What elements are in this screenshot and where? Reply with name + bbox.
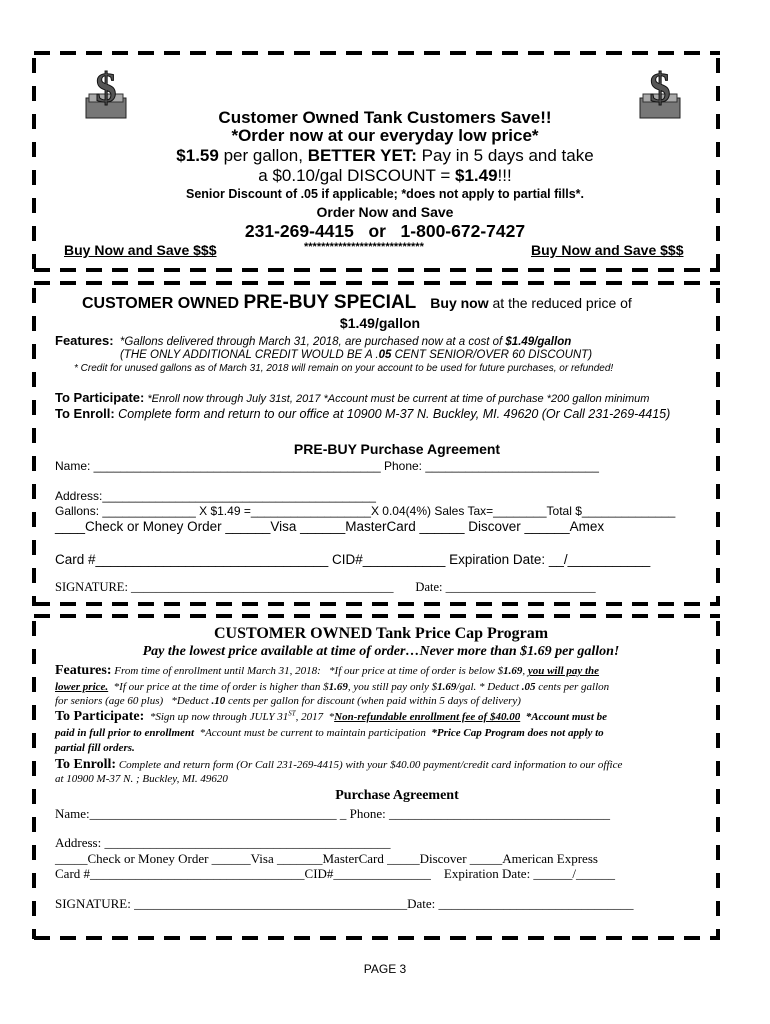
box3-payment-line: _____Check or Money Order ______Visa _______MasterCard _____Discover _____American Express [55, 851, 598, 866]
box1-stars: **************************** [304, 241, 424, 253]
box2-agreement-title: PRE-BUY Purchase Agreement [293, 441, 501, 457]
enroll-text: Complete and return form (Or Call 231-269-4415) with your $40.00 payment/credit card information to our office [116, 759, 623, 771]
heading-d: at the reduced price of [488, 295, 632, 311]
box2-credit-note: * Credit for unused gallons as of March 31, 2018 will remain on your account to be used for future purchases, or refunded! [74, 363, 614, 374]
box2-bottom-border [34, 602, 720, 606]
box3-enroll [55, 757, 622, 773]
box3-bottom-border [34, 936, 720, 940]
features-text: From time of enrollment until March 31, 2018: *If our price at time of order is below $ [111, 665, 504, 677]
box2-signature-line: SIGNATURE: __________________________________________ Date: ________________________ [55, 580, 596, 594]
box2-heading [82, 292, 632, 314]
box1-senior: Senior Discount of .05 if applicable; *does not apply to partial fills*. [186, 187, 584, 201]
box1-title: Customer Owned Tank Customers Save!! [218, 108, 552, 127]
features-label: Features: [55, 333, 114, 348]
non-refundable-fee: Non-refundable enrollment fee of $40.00 [334, 711, 521, 723]
only-credit-c: CENT SENIOR/OVER 60 DISCOUNT) [391, 349, 593, 361]
box2-address-line: Address:_________________________________________ [55, 489, 376, 503]
box3-features-line2 [55, 681, 609, 693]
box3-address-line: Address: ____________________________________________ [55, 835, 391, 850]
features-text-2d: , you still pay only $ [347, 681, 438, 693]
svg-text:$: $ [95, 66, 117, 112]
box3-participate-line2 [55, 727, 604, 739]
box1-top-border [34, 51, 720, 55]
svg-text:$: $ [649, 66, 671, 112]
features-price-2c: 1.69 [328, 681, 348, 693]
box3-signature-line: SIGNATURE: __________________________________________Date: ______________________________ [55, 896, 634, 911]
box2-participate [55, 390, 649, 405]
participate-d: *Account must be [520, 711, 608, 723]
lower-price: lower price. [55, 681, 109, 693]
price-value: $1.59 [176, 146, 219, 165]
box3-features-line3 [55, 695, 521, 707]
box2-gallons-line: Gallons: ______________ X $1.49 =__________________X 0.04(4%) Sales Tax=________Total $______________ [55, 504, 676, 518]
participate-text: *Enroll now through July 31st, 2017 *Account must be current at time of purchase *200 gallon minimum [144, 393, 650, 405]
box3-top-border [34, 614, 720, 618]
discount-end: !!! [497, 166, 512, 185]
box2-name-line: Name: ___________________________________________ Phone: __________________________ [55, 459, 599, 473]
box3-left-border [32, 621, 36, 939]
box3-features-line1 [55, 663, 599, 679]
heading-a: CUSTOMER OWNED [82, 295, 244, 312]
box1-order-now: *Order now at our everyday low price* [231, 126, 539, 145]
features-text-2b: *If our price at the time of order is higher than $ [108, 681, 329, 693]
price-text: per gallon, [218, 146, 308, 165]
participate-label: To Participate: [55, 390, 145, 405]
box2-features [55, 333, 571, 348]
features-comma: , [522, 665, 528, 677]
features-text-3c: cents per gallon for discount (when paid within 5 days of delivery) [225, 695, 521, 707]
participate-line2a: paid in full prior to enrollment [55, 727, 195, 739]
page-number: PAGE 3 [363, 962, 407, 976]
enroll-label: To Enroll: [55, 757, 117, 772]
features-text-3a: for seniors (age 60 plus) *Deduct [55, 695, 212, 707]
box2-only-credit [120, 349, 592, 361]
features-price-2e: 1.69 [437, 681, 457, 693]
box2-top-border [34, 281, 720, 285]
heading-b: PRE-BUY SPECIAL [243, 292, 417, 313]
features-label: Features: [55, 663, 112, 678]
box1-discount-line [0, 166, 770, 186]
better-yet: BETTER YET: [307, 146, 417, 165]
features-price: 1.69 [503, 665, 523, 677]
discount-text: a $0.10/gal DISCOUNT = [258, 166, 455, 185]
buy-now-right: Buy Now and Save $$$ [531, 242, 684, 258]
enroll-text: Complete form and return to our office at 10900 M-37 N. Buckley, MI. 49620 (Or Call 231-269-4415) [114, 407, 671, 421]
box3-tagline: Pay the lowest price available at time of order…Never more than $1.69 per gallon! [142, 644, 620, 659]
participate-sup: ST [288, 709, 296, 718]
participate-line2c: *Price Cap Program does not apply to [431, 727, 604, 739]
features-deduct-10: .10 [211, 695, 226, 707]
only-credit-b: 05 [378, 349, 392, 361]
box3-agreement-title: Purchase Agreement [335, 788, 459, 803]
box3-participate-line3: partial fill orders. [55, 742, 135, 754]
price-text-end: Pay in 5 days and take [416, 146, 594, 165]
box2-card-line: Card #_______________________________ CID#___________ Expiration Date: __/___________ [55, 552, 651, 567]
heading-c: Buy now [430, 295, 489, 311]
box2-price: $1.49/gallon [339, 315, 421, 331]
box1-order-save: Order Now and Save [316, 204, 454, 220]
box3-card-line: Card #_________________________________CID#_______________ Expiration Date: ______/______ [55, 866, 616, 881]
box1-bottom-border [34, 268, 720, 272]
features-price: $1.49/gallon [505, 336, 572, 348]
box3-name-line: Name:______________________________________ _ Phone: __________________________________ [55, 806, 611, 821]
features-text-2h: cents per gallon [535, 681, 610, 693]
features-text-2f: /gal. * Deduct [456, 681, 522, 693]
enroll-label: To Enroll: [55, 406, 115, 421]
box3-right-border [716, 621, 720, 939]
box3-participate-line1 [55, 709, 607, 725]
features-deduct-05: .05 [521, 681, 536, 693]
box3-enroll-line2: at 10900 M-37 N. ; Buckley, MI. 49620 [55, 773, 228, 785]
box1-price-line [0, 146, 770, 166]
box1-phone: 231-269-4415 or 1-800-672-7427 [244, 221, 526, 241]
box3-heading: CUSTOMER OWNED Tank Price Cap Program [213, 625, 549, 642]
participate-a: *Sign up now through JULY 31 [144, 711, 289, 723]
discount-price: $1.49 [454, 166, 498, 185]
buy-now-left: Buy Now and Save $$$ [64, 242, 217, 258]
features-text: *Gallons delivered through March 31, 2018, are purchased now at a cost of [113, 336, 506, 348]
participate-line2b: *Account must be current to maintain participation [194, 727, 432, 739]
box2-enroll [55, 406, 670, 421]
only-credit-a: (THE ONLY ADDITIONAL CREDIT WOULD BE A . [120, 349, 379, 361]
participate-b: , 2017 * [295, 711, 335, 723]
box2-payment-line: ____Check or Money Order ______Visa ______MasterCard ______ Discover ______Amex [55, 519, 605, 534]
features-you-will-pay: you will pay the [527, 665, 600, 677]
participate-label: To Participate: [55, 709, 145, 724]
